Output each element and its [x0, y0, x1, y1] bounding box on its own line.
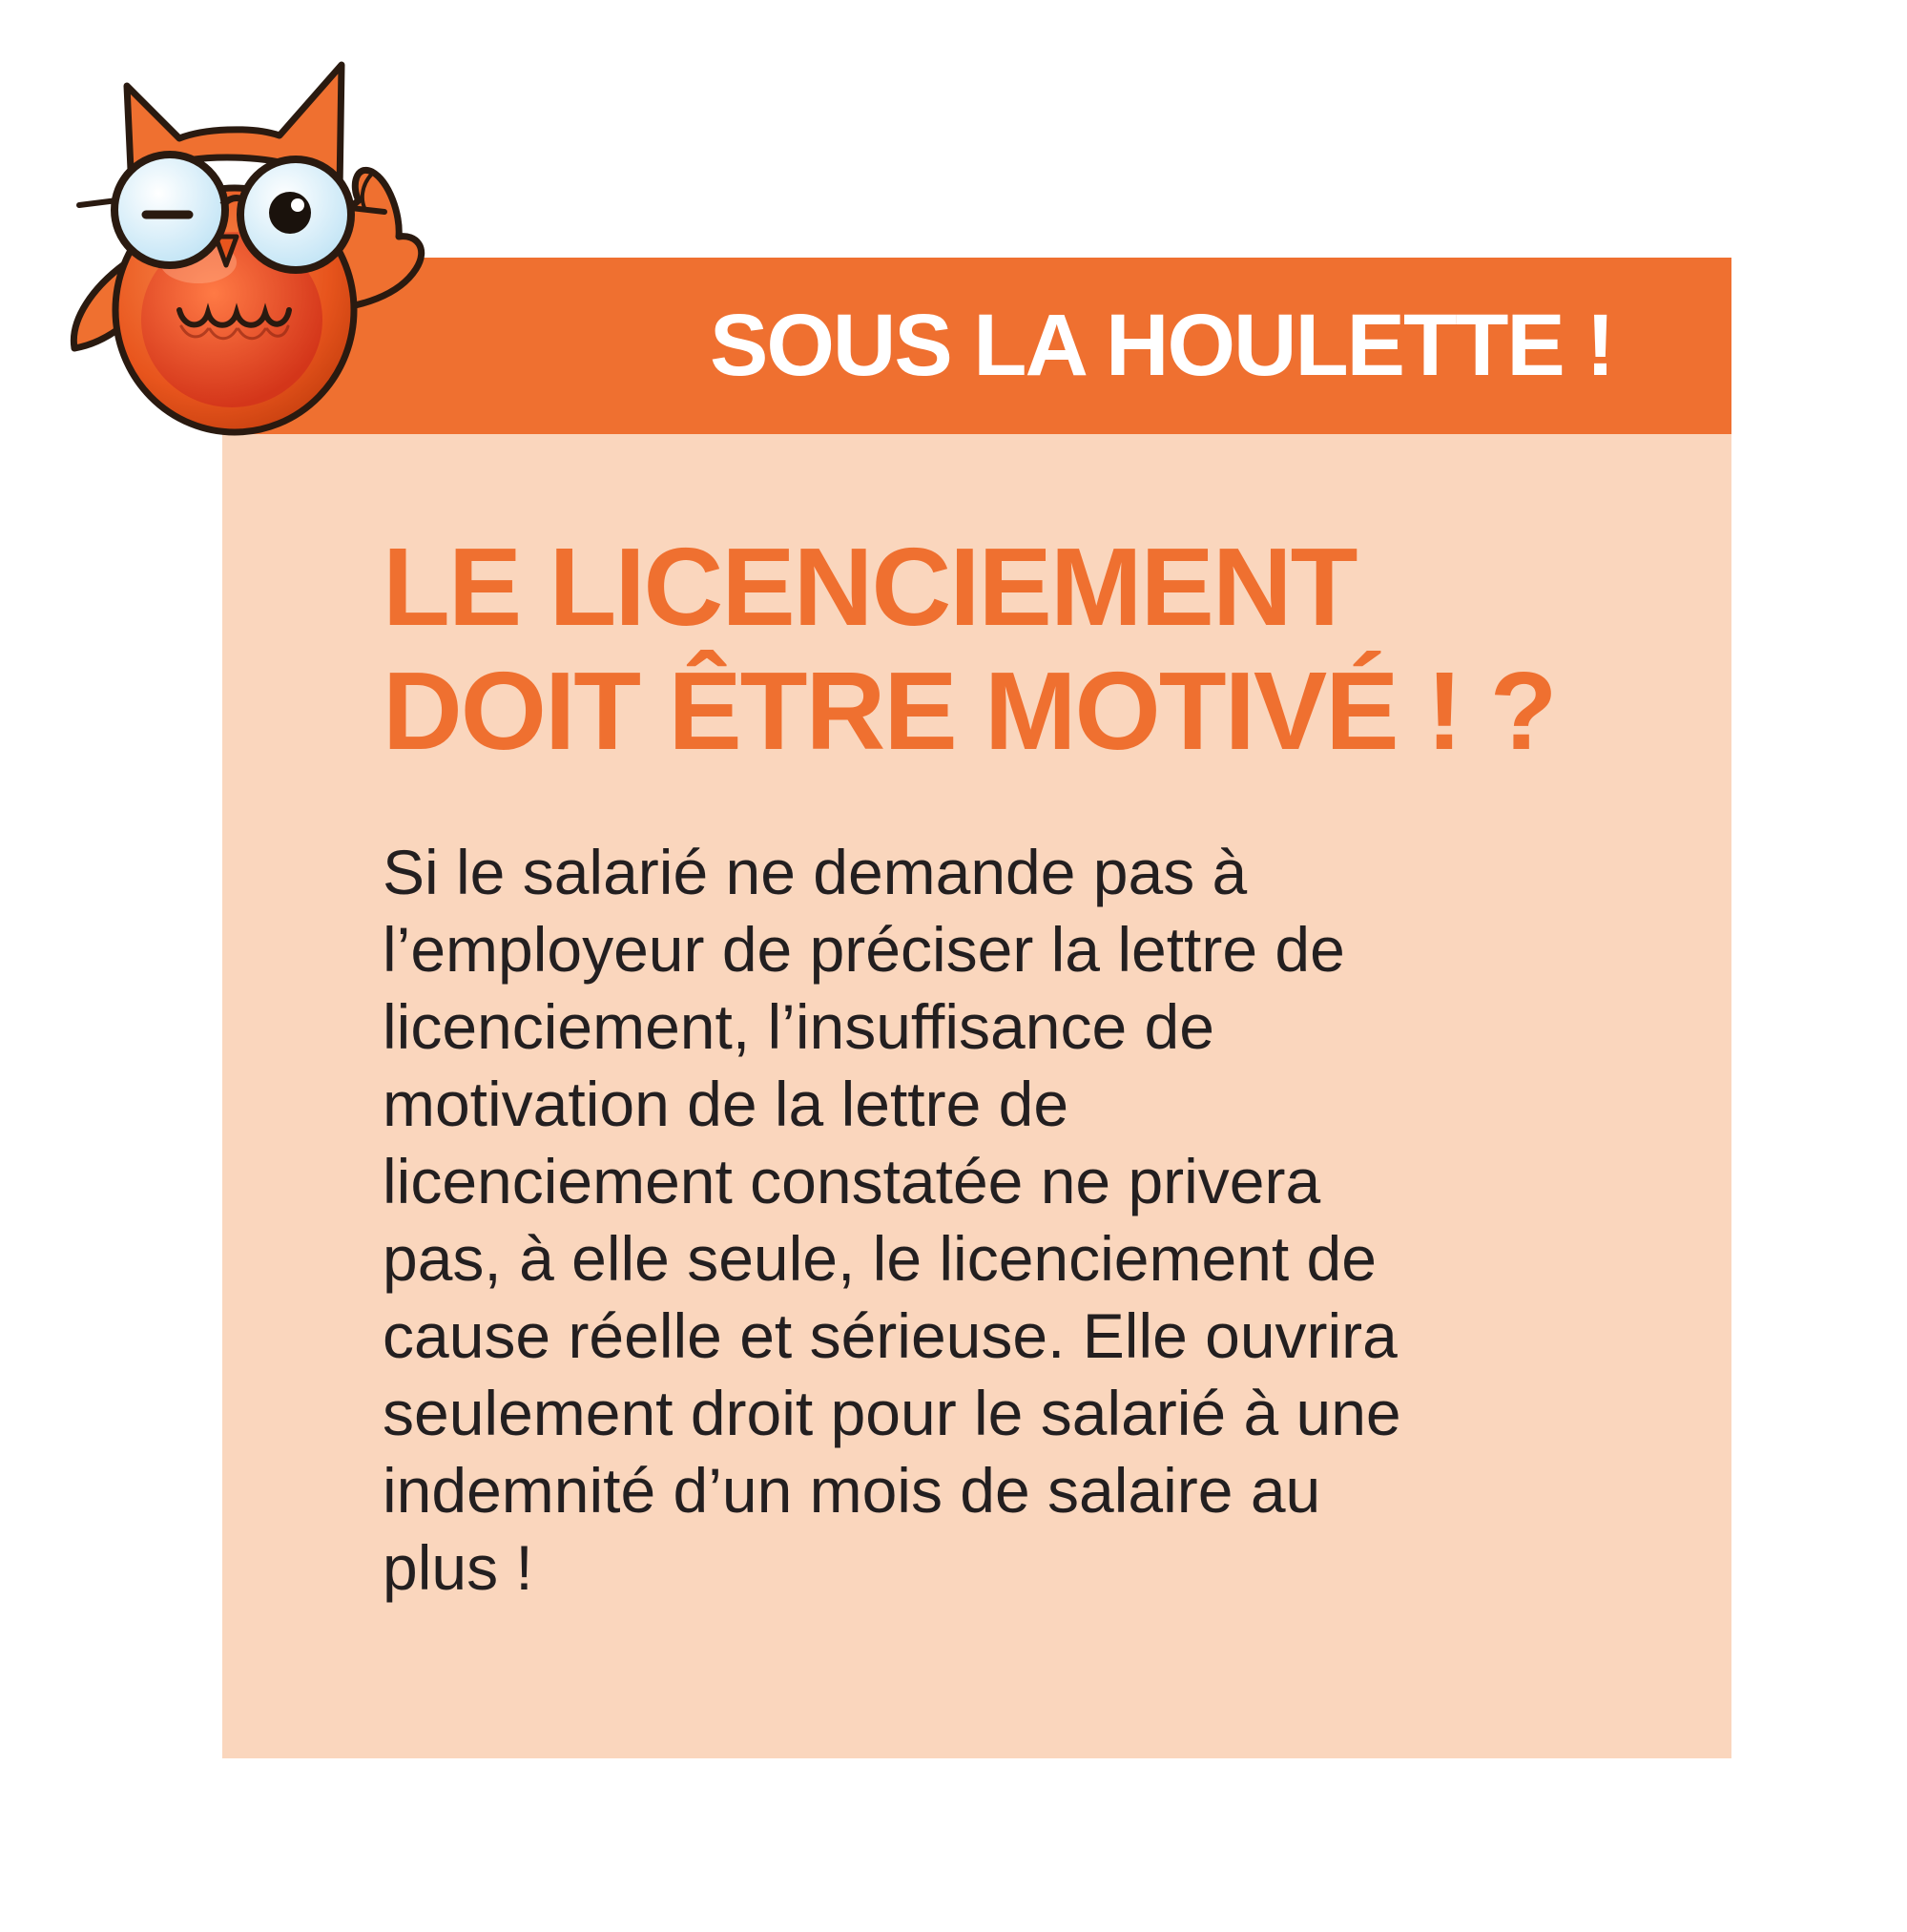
banner-title: SOUS LA HOULETTE ! [709, 297, 1613, 394]
body-line: licenciement, l’insuffisance de [383, 991, 1214, 1062]
body-paragraph [383, 834, 1680, 1607]
body-line: plus ! [383, 1532, 533, 1603]
body-line: seulement droit pour le salarié à une [383, 1378, 1401, 1448]
winking-owl-icon [36, 57, 513, 477]
body-line: l’employeur de préciser la lettre de [383, 914, 1345, 985]
headline-line: LE LICENCIEMENT [383, 525, 1357, 649]
body-line: indemnité d’un mois de salaire au [383, 1455, 1321, 1526]
body-line: cause réelle et sérieuse. Elle ouvrira [383, 1300, 1398, 1371]
info-card [222, 258, 1731, 1758]
body-line: Si le salarié ne demande pas à [383, 837, 1248, 907]
headline [383, 525, 1556, 773]
body-line: pas, à elle seule, le licenciement de [383, 1223, 1377, 1294]
headline-line: DOIT ÊTRE MOTIVÉ ! ? [383, 649, 1556, 773]
body-line: motivation de la lettre de [383, 1069, 1069, 1139]
body-line: licenciement constatée ne privera [383, 1146, 1321, 1216]
